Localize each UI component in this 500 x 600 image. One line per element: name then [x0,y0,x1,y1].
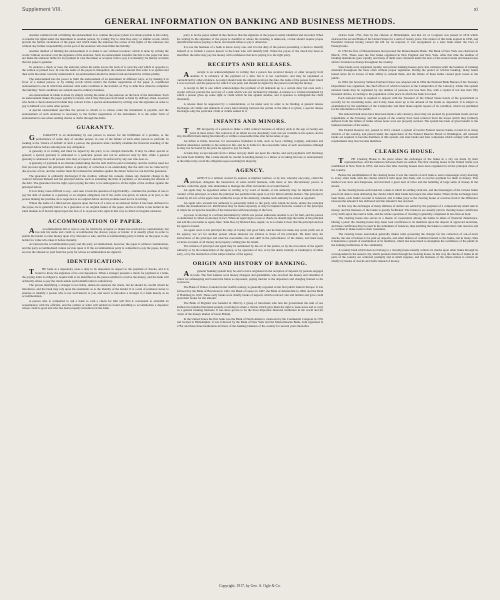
supplement-label: Supplement VIII. [22,7,63,13]
paragraph: AGENCY is a relation created by express or implied contract, or by law, whereby one party, called the principal, delegates the transaction of some lawful business, with more or less discretionary power, to another, called the agent, who undertakes to manage the affair and render an account thereof. [176,175,324,188]
paragraph: Each national bank is required to deposit with the Treasurer of the United States bonds of the government as security for its circulating notes, and it may issue notes up to the amount of the bonds so deposited. It is subject to examination by the examiners of the Comptroller and must make regular reports of its condition, which are published for the information of the public. [331,96,478,112]
paragraph: It is in many cases difficult to say—and seen it tests the question of legal liability—whether the promise of one to pay the debt of another is a guaranty or an original obligation; but if the credit was given, in whole or in part, to the person making the promise, he is regarded as an original debtor and his promise need not be in writing. [22,189,169,201]
page-number: xi [473,7,478,13]
section-heading: AGENCY. [235,168,265,175]
paragraph: At the clearing house each bank has a desk at which its settling clerk sits, and the messengers of the various banks pass from desk to desk delivering the checks which their banks hold upon the other banks. When all the exchanges have been made, each bank's account is balanced, and it either pays to the clearing house or receives from it the difference between the amount it has delivered and the amount it has received. [331,188,478,204]
section-heading: INFANTS AND MINORS. [213,118,287,125]
paragraph: A release must be supported by a consideration, or be under seal, in order to be binding. A general release discharges all claims and demands of every kind existing between the parties at the time it is given; a special release discharges only the particular claim or claims named in it. [176,101,324,114]
paragraph: The Federal Reserve Act, passed in 1913, created a system of twelve Federal reserve banks, located in as many districts of the country, and placed under the supervision of the Federal Reserve Board at Washington. All national banks are required to become members of this system, and state banks and trust companies which comply with certain requirements may also become members. [331,127,478,143]
paragraph: An agent who exceeds his authority is personally liable to the party with whom he deals, unless the principal ratifies the unauthorized act. Ratification may be made expressly or may be implied from the conduct of the principal, as where he accepts the benefits of the transaction with knowledge of the facts. [176,200,324,212]
paragraph: The clearing house association generally makes rules governing the charges for the collection of out-of-town checks, the rate of interest to be paid on deposits, and other matters of common interest to the banks, and in many cities it maintains a system of examination of its members, which has done much to strengthen the confidence of the public in the banking institutions of the community. [331,232,478,248]
paragraph: A bank may accept deposits from a minor and pay them out upon his checks, and such payments will discharge the bank from liability. But a bank should be careful in lending money to a minor or in taking his note or endorsement, as the minor may avoid his obligation upon reaching his majority. [176,151,324,163]
paragraph: The clearing house also serves as a means of cooperation among the banks in times of financial disturbance. During a panic the clearing house may issue loan certificates to its members upon the deposit of approved securities, and these certificates may be used in the settlement of balances, thus enabling the banks to retain their cash reserves and to continue to make loans to their customers. [331,216,478,232]
paragraph: The relation of principal and agent may be terminated by the act of the parties, as by the revocation of the agent's authority or by his renunciation of the agency, or by operation of law, as by the death, insanity or bankruptcy of either party, or by the destruction of the subject-matter of the agency. [176,244,324,256]
paragraph: The Bank of Venice, founded in the twelfth century, is generally regarded as the first public bank in Europe. It was followed by the Bank of Barcelona in 1401, the Bank of Genoa in 1407, the Bank of Amsterdam in 1609, and the Bank of Hamburg in 1619. These early banks were chiefly banks of deposit, which received coin and bullion and gave credit upon their books for the amount. [176,285,324,301]
paragraph: A guaranty is in writing and must be signed by the party to be charged therewith. It may be either special or general; a special guaranty is addressed to a particular person and can be enforced only by him, while a general guaranty is addressed to all persons who may act upon it, and may be enforced by any one who does so. [22,149,169,161]
paragraph: A power of attorney is a written instrument by which one person authorizes another to act for him, and the person so authorized is called an attorney in fact. When an agent signs a note or check, he should sign the name of his principal and add his own name as agent, thus: 'John Doe, by Richard Roe, Agent,' so as to make it clear that the principal and not the agent is bound. [176,212,324,228]
section-heading: RECEIPTS AND RELEASES. [207,62,293,69]
section-heading: ACCOMMODATION OF PAPER. [47,218,143,225]
paragraph: An endorsement in blank is made by simply writing the name of the endorser on the back of the instrument. Such an endorsement makes the paper payable to bearer, and it may then pass from hand to hand by delivery alone. A person who holds a check endorsed in blank may convert it into a special endorsement by writing over the signature an order to pay to himself or to some other person. [22,92,169,108]
paragraph: THE incapacity of a person to make a valid contract because of infancy ends at the age of twenty-one years in most states. The contracts of an infant are not absolutely void, but are voidable at his option, and he may disaffirm them during his minority or within a reasonable time after he becomes of age. [176,126,324,139]
paragraph: Another common form of limiting the endorsement is to confine the payee (when it is made payable to his order), to transfer his rights under the instrument to another person, by writing 'Pay to John Doe only,' or similar words, which prevent the further circulation of the paper and which make the endorsee the owner of the rights of the endorser, but without any further responsibility on the part of the endorser who thus limits his liability. [22,34,169,49]
paragraph: In the United States the first bank was the Bank of North America, chartered by the Continental Congress in 1781 and located at Philadelphia. It was followed by the Bank of New York and the Massachusetts Bank, both organized in 1784, and these three institutions did most of the banking business of the country for several years thereafter. [176,316,324,329]
page-title: GENERAL INFORMATION ON BANKING AND BUSINESS METHODS. [22,17,478,30]
paragraph: The endorsement has the power to limit the endorsement of an instrument in different ways, as by making it in favor of a named person, or by adding words which restrict the further negotiation of the paper. A conditional endorsement is one in which the endorser adds some condition to the transfer, as 'Pay to John Doe when he completes the building.' Such conditions are seldom used in ordinary business. [22,76,169,92]
paragraph: A country bank which does not belong to a clearing house usually collects its checks upon other banks through its correspondent in the nearest city, which presents them through the clearing house. In this way the checks of banks in all parts of the country are collected promptly and at small expense, and the business of the whole nation is carried on chiefly by means of checks and drafts instead of money. [331,247,478,263]
paragraph: The person identifying a stranger is not liable, unless he endorses the check, but he should be careful whom he introduces, and the bank may rely upon his statements as to the identity of the holder. It is a rule of prudence never to endorse or identify a person who is not well known to you, and never to introduce a stranger to a bank merely as an accommodation. [22,283,169,299]
paragraph: An infant is liable, however, for necessaries furnished to him, such as food, clothing, lodging, education and medical attendance suitable to his station in life, and he is liable for the reasonable value of such necessaries although he may not be bound by the price he agreed to pay for them. [176,139,324,151]
paragraph: The Bank of England was founded in 1694 by a group of merchants who lent the government the sum of one million two hundred thousand pounds, receiving in return a charter which gave them the right to issue notes and to carry on a general banking business. It has since grown to be the most important financial institution in the world and the center of the money market of Great Britain. [176,300,324,317]
paragraph: In this way the exchanges of many millions of dollars are settled by the payment of a comparatively small sum in money, and the business of the banks is greatly facilitated. The balances are usually paid in clearing house certificates or by drafts upon the reserve bank, and the whole operation of clearing is generally completed in less than an hour. [331,204,478,216]
column-left [22,34,169,585]
paragraph: GUARANTY is an undertaking by one person to answer for the fulfillment of a promise, or the performance of some duty of another person, in case of the failure of such other person to perform. In looking at the 'chance of default' of such a person, the guarantor must carefully examine the financial standing of the principal debtor before entering into any obligation. [22,132,169,149]
paragraph: Where the name of a third person appears upon the back of a note as an endorser before it has been delivered to the payee, he is generally held to be a guarantor or an original maker of the paper, and he is liable to the holder in the same manner as if he had signed upon the face of it. A person who signs in this way is called an irregular endorser. [22,201,169,213]
paragraph: A guaranty of payment is an absolute undertaking that the debt shall be paid at maturity, and the creditor need not first proceed against the principal debtor. A guaranty of collection is an undertaking that the debt can be collected by due process of law, and the creditor must first exhaust his remedies against the debtor before he can hold the guarantor. [22,161,169,173]
paragraph: In 1863, the Secretary Salmon Portland Chase was adopted and in 1864 the National Bank Bureau of the Treasury Department was organized, the chief officer of which is known as the Comptroller of the Currency. Under this system national banks may be organized by any number of persons, not less than five, with a capital of not less than fifty thousand dollars, according to the population of the place in which the bank is located. [331,80,478,96]
paragraph: A special endorsement specifies the person to whom or to whose order the instrument is payable, and the endorsement of such endorsee is necessary to the further negotiation of the instrument. It is the safest form of endorsement to use when sending checks or drafts through the mails. [22,108,169,120]
paragraph: The national bank notes have thus been made a safe currency, since they are secured by government bonds and are redeemable at the Treasury, and the people of the country have been relieved from the losses which they formerly suffered from the failure of banks whose notes were not properly secured. The system has been of great benefit to the business interests of the nation. [331,112,478,128]
section-heading: IDENTIFICATION. [67,259,124,266]
paragraph: Another method of limiting the endorsement is to make it one 'without recourse,' which is done by writing the words 'without recourse' over the signature of the endorser. Such an endorsement transfers the title to the paper but does not make the endorser liable for its payment in case the maker or acceptor fails to pay it at maturity; he merely warrants that the paper is genuine. [22,48,169,64]
copyright-notice: Copyright, 1917, by Geo. A. Ogle & Co. [219,584,281,588]
section-heading: ORIGIN AND HISTORY OF BANKING. [192,261,308,268]
paragraph: party to be the payee named in the check so that the signature of the payee is easily identified and recorded. When the writing in the signature of the payee is doubtful or where his standing is unknown, a bank should require proper identification before paying a check, and should refuse to pay it otherwise. [176,34,324,45]
paragraph: As between the accommodation party and the party accommodated, however, the paper is without consideration, and the party accommodated cannot recover upon it. If the accommodation party is compelled to pay the paper, he may recover the amount so paid from the party for whose accommodation he signed it. [22,242,169,254]
text-columns [22,34,478,585]
column-middle [177,34,324,585]
paragraph: A receipt in full is one which acknowledges the payment of all demands up to a certain date; but even such a receipt will not prevent the recovery of a sum which was not included by mistake. A release is a written instrument by which a person gives up some right or claim which he has against another, and it operates to extinguish the claim absolutely. [176,86,324,102]
paragraph: Areceipt is an acknowledgment in writing that a person has received money or other property from another. It is evidence of the payment of a debt, but it is not conclusive, and may be explained or contradicted by other evidence. A receipt should state the amount received, the date, the name of the person from whom it was received, and the purpose for which it was paid, and should be signed by the person receiving the money. [176,69,324,86]
paragraph: An agent owes to his principal the duty of loyalty and good faith, and he must not make any secret profit out of the agency, nor act for another person whose interests are adverse to those of his principal. He must obey the instructions of his principal and exercise reasonable care and skill in the performance of his duties, and must keep accurate accounts of all money and property coming into his hands. [176,228,324,244]
paragraph: Aaccommodation bill or note is one for which the acceptor or maker has received no consideration, but has lent his name and credit to accommodate the drawer, payee or holder. It is usually given in order to enable the holder to raise money upon it by discount or sale, and the accommodating party is liable on the paper to any holder for value who takes it before maturity. [22,226,169,242]
section-heading: CLEARING HOUSE. [374,148,435,155]
column-right [331,34,478,585]
section-heading: GUARANTY. [76,125,115,132]
paragraph: charter from 1791, then by the citizens of Philadelphia, and that act of Congress was passed in 1816 which chartered the second Bank of the United States for a term of twenty years. The charter of this bank expired in 1836, and President Jackson having vetoed the bill for its renewal, it was reorganized as a state bank under the laws of Pennsylvania. [331,34,478,49]
paragraph: THE Clearing House is the place where the exchanges of the banks in a city are made by their representatives, and the balances between them are settled. The first clearing house in the United States was established in New York in 1853, and since that time clearing houses have been organized in all the principal cities of the country. [331,156,478,172]
paragraph: A person who is compelled to ask a bank to cash a check for him will find it convenient to establish an acquaintance with the officials, and the cashier or teller will seldom be found unwilling to accommodate a depositor whose credit is good and who has been properly introduced at the bank. [22,299,169,311]
paragraph: The guarantor is ordinarily discharged if the creditor, without his consent, makes any material change in the contract between himself and the principal debtor, such as extending the time of payment, or increasing the amount of the debt. The guarantor has the right, upon paying the debt, to be subrogated to all the rights of the creditor against the principal debtor. [22,173,169,189]
paragraph: In 1792 the first of Massachusetts incorporated the Massachusetts Bank. The Bank of New York was chartered in March, 1791. These were the first banks organized in New England and New York. After that time the number of banking institutions grew rapidly, and many of them were chartered under the laws of the several states and issued notes which circulated as money throughout the country. [331,48,478,64]
paragraph: It is not the business of a bank to know every one, and it is the duty of the person presenting a check to identify himself or to furnish a person known to the bank who will identify him. When the payee of the check has been so identified, the teller may pay the money with confidence that he is paying it to the right party. [176,45,324,57]
paragraph: An agent may be appointed either in writing or by word of mouth, or his authority may be implied from the conduct of the principal, as where the principal has permitted the agent to act for him in similar matters. The principal is bound by all acts of the agent done within the scope of his authority, whether such authority be actual or apparent. [176,188,324,200]
paragraph: To endorse a check or note, the endorser writes his name across the back of it, near the end which is opposite to the written or printed face. In case the name of the payee is misspelled, the endorser should first write it as spelled and then write his name correctly underneath it. An endorsement should be made in ink and should be written plainly. [22,64,169,77]
running-header [22,7,478,15]
paragraph: Before the establishment of the clearing house it was the custom of each bank to send a messenger every morning to every other bank with the checks which it held upon that bank, and to receive payment for them in money. This method was slow and dangerous, and involved a great deal of labor and the handling of large sums of money in the streets. [331,172,478,188]
paragraph: Ageneral banking system may be said to have originated in the reception of deposits by persons engaged in trade. The first bankers were money changers and goldsmiths, who received the money and valuables of others for safekeeping and loaned the funds so deposited, paying interest to the depositors and charging interest to the borrowers. [176,268,324,285]
paragraph: THE bank as a depositary owes a duty to its depositors in respect to the payment of checks, and it is bound to know the signature of its own depositors. When a stranger presents a check for payment at a bank, the paying teller is obliged to require him to be identified as the person entitled to receive the money, and the bank will ordinarily refuse to pay the check unless such identification is satisfactory. [22,266,169,283]
paragraph: State banks were organized rapidly, and private banking houses grew into existence until the business of banking extended throughout the land, often without proper regulation. During the period of 'wildcat banking,' many banks issued notes far in excess of their ability to redeem them, and the failure of these banks caused great losses to the public. [331,64,478,80]
